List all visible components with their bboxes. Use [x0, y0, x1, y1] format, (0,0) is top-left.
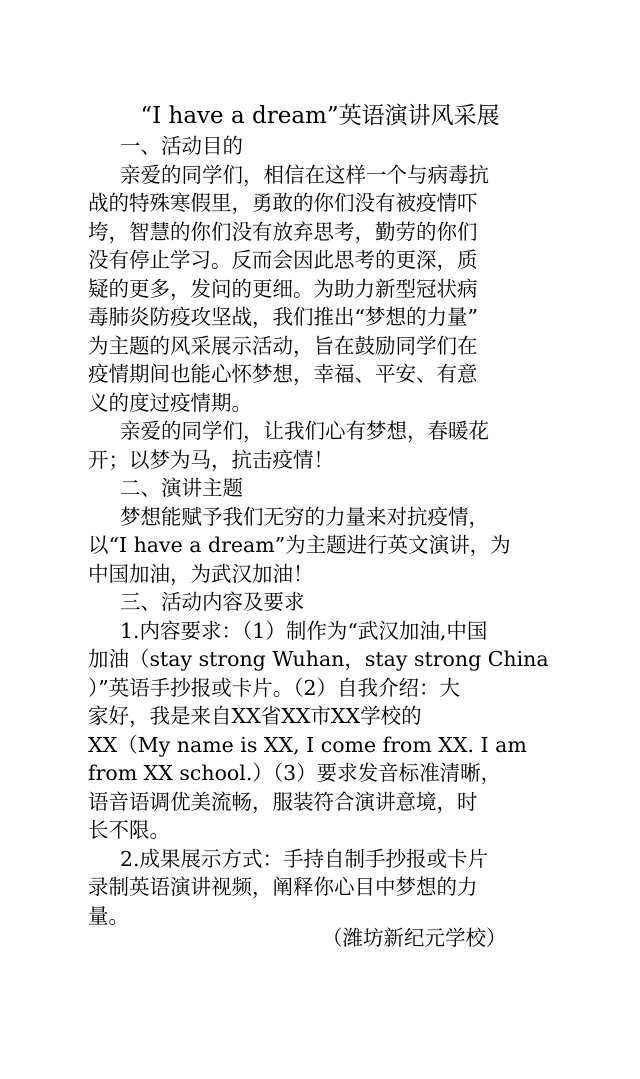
section-heading: 三、活动内容及要求 — [120, 590, 305, 614]
paragraph-line: from XX school.）（3）要求发音标准清晰， — [88, 761, 502, 785]
paragraph-line: 义的度过疫情期。 — [88, 390, 252, 415]
paragraph-line: 2.成果展示方式：手持自制手抄报或卡片 — [120, 846, 489, 871]
paragraph-line: 毒肺炎防疫攻坚战，我们推出“梦想的力量” — [88, 305, 478, 329]
paragraph-line: XX（My name is XX, I come from XX. I am — [88, 732, 527, 757]
paragraph-line: ）”英语手抄报或卡片。（2）自我介绍：大 — [88, 675, 461, 700]
paragraph-line: 战的特殊寒假里，勇敢的你们没有被疫情吓 — [88, 191, 478, 215]
paragraph-line: 1.内容要求：（1）制作为“武汉加油,中国 — [120, 618, 488, 643]
paragraph-line: 疑的更多，发问的更细。为助力新型冠状病 — [88, 276, 478, 301]
paragraph-line: 以“I have a dream”为主题进行英文演讲，为 — [88, 533, 511, 557]
paragraph-line: 垮，智慧的你们没有放弃思考，勤劳的你们 — [88, 219, 478, 244]
paragraph-line: 录制英语演讲视频，阐释你心目中梦想的力 — [88, 875, 478, 899]
paragraph-line: 梦想能赋予我们无穷的力量来对抗疫情， — [120, 504, 489, 529]
section-heading: 二、演讲主题 — [120, 476, 243, 500]
paragraph-line: 为主题的风采展示活动，旨在鼓励同学们在 — [88, 333, 478, 358]
section-activity-purpose — [88, 132, 558, 474]
paragraph-line: 量。 — [88, 903, 129, 928]
paragraph-line: 语音语调优美流畅，服装符合演讲意境，时 — [88, 789, 478, 814]
paragraph-line: 疫情期间也能心怀梦想，幸福、平安、有意 — [88, 362, 478, 386]
paragraph-line: 没有停止学习。反而会因此思考的更深，质 — [88, 248, 478, 272]
section-heading: 一、活动目的 — [120, 134, 243, 158]
paragraph-line: 加油（stay strong Wuhan，stay strong China — [88, 647, 549, 671]
section-speech-theme — [88, 474, 558, 588]
signature: （潍坊新纪元学校） — [322, 926, 507, 950]
section-content-requirements — [88, 588, 558, 930]
paragraph-line: 长不限。 — [88, 818, 170, 842]
document-title: “I have a dream”英语演讲风采展 — [140, 103, 500, 129]
paragraph-line: 家好，我是来自XX省XX市XX学校的 — [88, 704, 422, 728]
paragraph-line: 开；以梦为马，抗击疫情！ — [88, 447, 334, 472]
paragraph-line: 中国加油，为武汉加油！ — [88, 561, 314, 586]
paragraph-line: 亲爱的同学们，相信在这样一个与病毒抗 — [120, 162, 489, 187]
paragraph-line: 亲爱的同学们，让我们心有梦想，春暖花 — [120, 419, 489, 443]
